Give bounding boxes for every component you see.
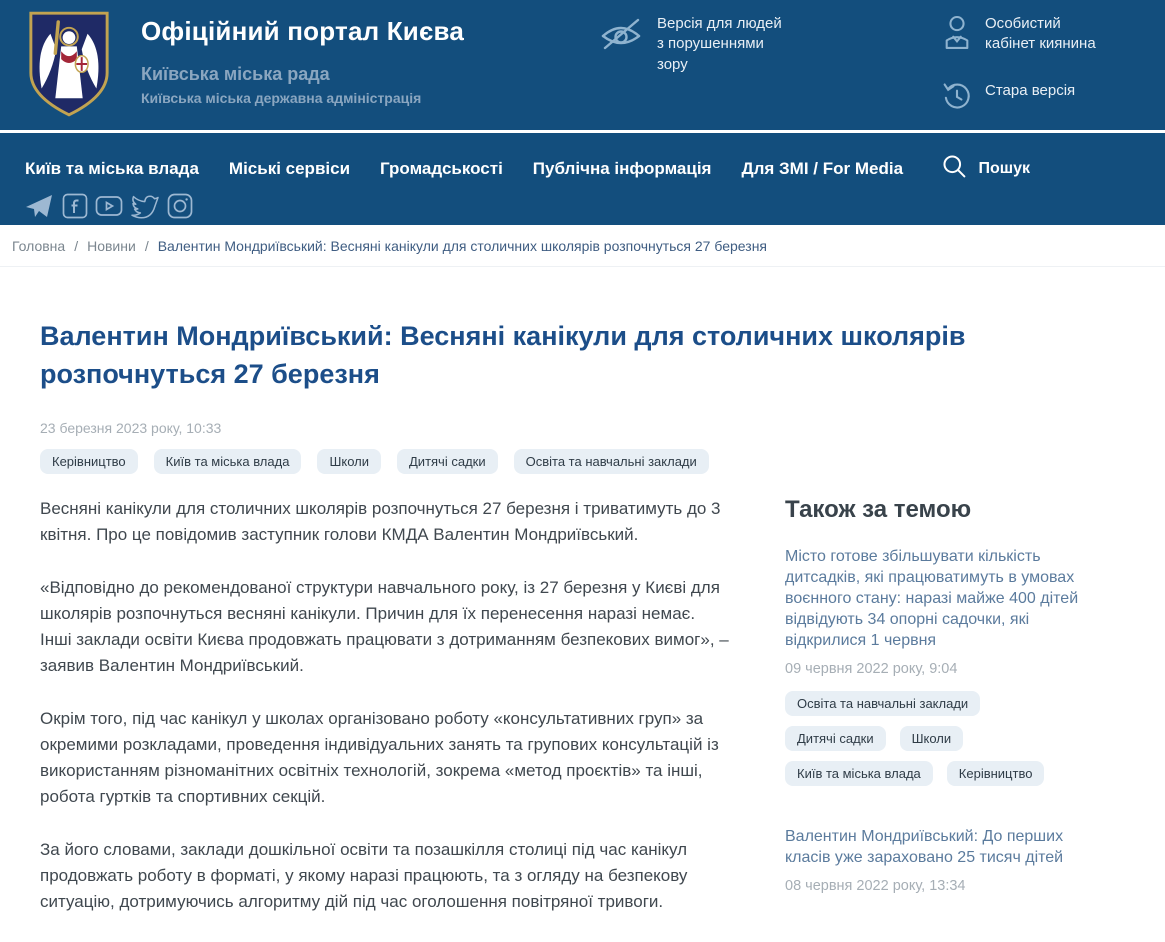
header-utilities <box>598 10 1110 116</box>
tag-kerivnytstvo[interactable]: Керівництво <box>40 449 138 474</box>
breadcrumb-separator: / <box>144 238 149 254</box>
search-label: Пошук <box>978 159 1030 177</box>
nav-item-city-government[interactable]: Київ та міська влада <box>25 158 199 178</box>
user-icon <box>942 14 972 55</box>
tag-education[interactable]: Освіта та навчальні заклади <box>785 691 980 716</box>
site-title: Офіційний портал Києва <box>141 16 465 46</box>
article-tags <box>40 449 1125 474</box>
social-links <box>25 193 1140 219</box>
article-paragraph: Весняні канікули для столичних школярів розпочнуться 27 березня і триватимуть до 3 квітня. Про це повідомив заступник голови КМДА Валентин Мондриївський. <box>40 498 721 544</box>
tag-education[interactable]: Освіта та навчальні заклади <box>514 449 709 474</box>
tag-schools[interactable]: Школи <box>900 726 964 751</box>
site-header <box>0 0 1165 130</box>
related-item-title[interactable]: Місто готове збільшувати кількість дитсадків, які працюватимуть в умовах воєнного стану: наразі майже 400 дітей відвідують 34 опорні садочки, які відкрилися 1 червня <box>785 547 1079 650</box>
breadcrumb <box>0 225 1165 267</box>
nav-item-city-services[interactable]: Міські сервіси <box>228 158 351 178</box>
accessibility-version-label: Версія для людей з порушеннями зору <box>657 15 782 73</box>
personal-cabinet-link[interactable] <box>942 14 1110 55</box>
tag-kindergartens[interactable]: Дитячі садки <box>397 449 498 474</box>
tag-city-government[interactable]: Київ та міська влада <box>785 761 933 786</box>
facebook-icon[interactable] <box>62 193 88 219</box>
related-item-date: 09 червня 2022 року, 9:04 <box>785 661 958 678</box>
old-version-label: Стара версія <box>985 82 1076 99</box>
kyiv-coat-of-arms-icon <box>25 10 113 118</box>
search-icon <box>941 153 967 184</box>
nav-item-public-information[interactable]: Публічна інформація <box>532 158 712 178</box>
related-item-title[interactable]: Валентин Мондриївський: До перших класів уже зараховано 25 тисяч дітей <box>785 828 1064 867</box>
article-date: 23 березня 2023 року, 10:33 <box>40 419 222 436</box>
search-button[interactable] <box>941 153 1030 184</box>
twitter-icon[interactable] <box>130 193 160 219</box>
tag-schools[interactable]: Школи <box>317 449 381 474</box>
article-body <box>40 496 730 942</box>
nav-item-public[interactable]: Громадськості <box>380 158 503 178</box>
personal-cabinet-label: Особистий кабінет киянина <box>985 15 1096 53</box>
content-columns <box>40 496 1125 942</box>
accessibility-version-link[interactable] <box>598 14 792 116</box>
nav-item-for-media[interactable]: Для ЗМІ / For Media <box>741 158 904 178</box>
old-version-link[interactable] <box>942 81 1110 116</box>
article-paragraph: Окрім того, під час канікул у школах організовано роботу «консультативних груп» за окремими розкладами, проведення індивідуальних занять та групових консультацій із використанням різноманітних освітніх технологій, зокрема «метод проєктів» та інші, робота гуртків та спортивних секцій. <box>40 708 719 806</box>
kyiv-coat-of-arms-logo[interactable] <box>25 10 113 123</box>
breadcrumb-current: Валентин Мондриївський: Весняні канікули для столичних школярів розпочнуться 27 березня <box>157 238 768 254</box>
main-navigation <box>0 130 1165 225</box>
related-heading: Також за темою <box>785 495 972 523</box>
eye-off-icon <box>598 14 644 59</box>
header-right-column <box>942 14 1110 116</box>
nav-row <box>25 153 1140 184</box>
related-item-tags <box>785 691 1085 786</box>
tag-kindergartens[interactable]: Дитячі садки <box>785 726 886 751</box>
site-branding <box>141 10 464 106</box>
telegram-icon[interactable] <box>25 193 55 219</box>
history-icon <box>942 81 972 116</box>
article-paragraph: «Відповідно до рекомендованої структури навчального року, із 27 березня у Києві для школярів розпочнуться весняні канікули. Причин для їх перенесення наразі немає. Інші заклади освіти Києва продовжать працювати з дотриманням безпекових вимог», – заявив Валентин Мондриївський. <box>40 577 729 675</box>
related-item <box>785 546 1090 787</box>
related-item <box>785 826 1090 894</box>
related-item-date: 08 червня 2022 року, 13:34 <box>785 878 966 895</box>
article-paragraph: За його словами, заклади дошкільної освіти та позашкілля столиці під час канікул продовжать роботу в форматі, у якому наразі працюють, та з огляду на безпекову ситуацію, дотримуючись алгоритму дій під час оголошення повітряної тривоги. <box>40 839 688 911</box>
breadcrumb-separator: / <box>74 238 79 254</box>
youtube-icon[interactable] <box>95 193 123 219</box>
page-title: Валентин Мондриївський: Весняні канікули для столичних школярів розпочнуться 27 березня <box>40 321 966 390</box>
tag-city-government[interactable]: Київ та міська влада <box>154 449 302 474</box>
site-subtitle-admin: Київська міська державна адміністрація <box>141 90 422 106</box>
breadcrumb-news[interactable]: Новини <box>87 238 136 254</box>
related-sidebar <box>785 496 1090 942</box>
site-subtitle-rada: Київська міська рада <box>141 64 330 84</box>
instagram-icon[interactable] <box>167 193 193 219</box>
tag-kerivnytstvo[interactable]: Керівництво <box>947 761 1045 786</box>
article-page <box>0 267 1165 942</box>
breadcrumb-home[interactable]: Головна <box>12 238 66 254</box>
